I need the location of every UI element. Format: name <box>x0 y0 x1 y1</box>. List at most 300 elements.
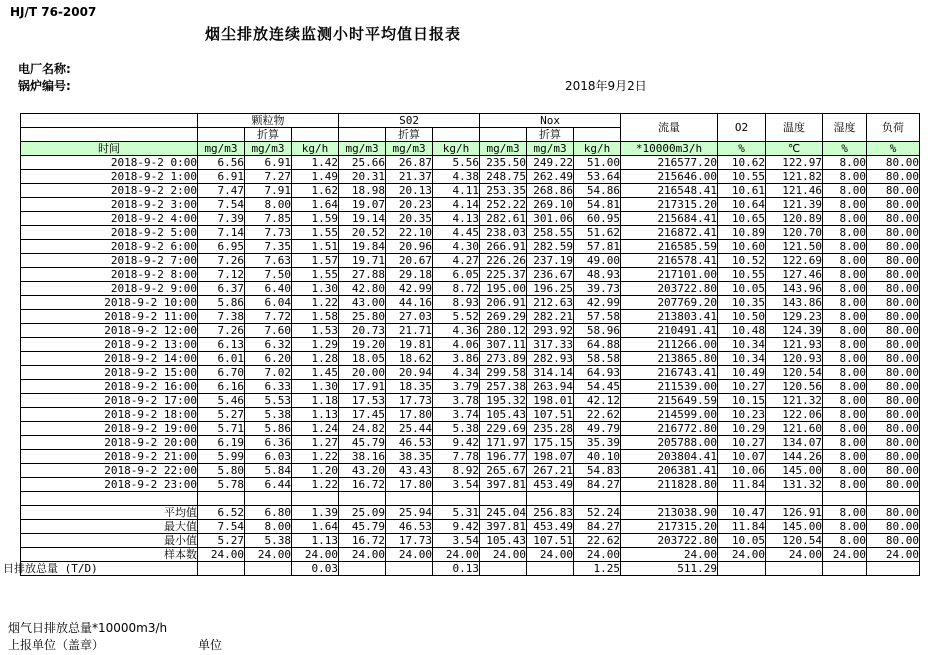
value-cell: 397.81 <box>480 520 527 534</box>
value-cell <box>198 562 245 576</box>
value-cell: 10.60 <box>718 240 766 254</box>
value-cell: 27.88 <box>339 268 386 282</box>
table-row <box>21 170 920 184</box>
value-cell: 80.00 <box>867 478 920 492</box>
value-cell: 24.00 <box>527 548 574 562</box>
value-cell: 397.81 <box>480 478 527 492</box>
unit-nox-conv: mg/m3 <box>527 142 574 156</box>
value-cell: 8.00 <box>823 394 867 408</box>
unit-flow: *10000m3/h <box>621 142 718 156</box>
value-cell <box>480 562 527 576</box>
value-cell: 25.66 <box>339 156 386 170</box>
value-cell: 105.43 <box>480 408 527 422</box>
sub-converted-nox: 折算 <box>527 128 574 142</box>
value-cell: 7.54 <box>198 198 245 212</box>
value-cell: 80.00 <box>867 184 920 198</box>
value-cell: 256.83 <box>527 506 574 520</box>
value-cell: 1.20 <box>292 464 339 478</box>
flue-gas-daily-total-label: 烟气日排放总量*10000m3/h <box>8 621 168 635</box>
value-cell: 80.00 <box>867 394 920 408</box>
value-cell: 8.00 <box>823 408 867 422</box>
value-cell: 8.00 <box>823 338 867 352</box>
value-cell: 1.29 <box>292 338 339 352</box>
value-cell: 252.22 <box>480 198 527 212</box>
value-cell: 58.58 <box>574 352 621 366</box>
value-cell: 10.64 <box>718 198 766 212</box>
value-cell: 8.00 <box>823 464 867 478</box>
value-cell: 7.63 <box>245 254 292 268</box>
value-cell: 129.23 <box>766 310 823 324</box>
unit-temperature: ℃ <box>766 142 823 156</box>
value-cell: 54.45 <box>574 380 621 394</box>
value-cell: 10.62 <box>718 156 766 170</box>
value-cell: 24.00 <box>245 548 292 562</box>
value-cell: 9.42 <box>433 436 480 450</box>
value-cell: 17.91 <box>339 380 386 394</box>
value-cell: 1.55 <box>292 226 339 240</box>
value-cell: 217315.20 <box>621 198 718 212</box>
value-cell: 211828.80 <box>621 478 718 492</box>
summary-row-label: 最小值 <box>21 534 198 548</box>
table-row <box>21 478 920 492</box>
table-row-label: 2018-9-2 3:00 <box>21 198 198 212</box>
value-cell: 10.05 <box>718 534 766 548</box>
value-cell: 3.54 <box>433 534 480 548</box>
value-cell: 10.35 <box>718 296 766 310</box>
value-cell: 5.84 <box>245 464 292 478</box>
value-cell: 6.80 <box>245 506 292 520</box>
value-cell: 1.30 <box>292 282 339 296</box>
value-cell: 48.93 <box>574 268 621 282</box>
value-cell: 4.13 <box>433 212 480 226</box>
unit-humidity: % <box>823 142 867 156</box>
value-cell: 307.11 <box>480 338 527 352</box>
value-cell: 49.00 <box>574 254 621 268</box>
value-cell: 80.00 <box>867 156 920 170</box>
value-cell: 57.58 <box>574 310 621 324</box>
table-row-label: 2018-9-2 11:00 <box>21 310 198 324</box>
value-cell: 10.52 <box>718 254 766 268</box>
value-cell: 203804.41 <box>621 450 718 464</box>
value-cell: 216772.80 <box>621 422 718 436</box>
value-cell: 262.49 <box>527 170 574 184</box>
summary-row <box>21 534 920 548</box>
summary-row <box>21 506 920 520</box>
value-cell: 20.13 <box>386 184 433 198</box>
table-row <box>21 198 920 212</box>
table-row <box>21 296 920 310</box>
value-cell: 10.27 <box>718 436 766 450</box>
value-cell: 8.00 <box>823 450 867 464</box>
value-cell: 8.00 <box>823 184 867 198</box>
value-cell: 18.98 <box>339 184 386 198</box>
table-row-label: 2018-9-2 13:00 <box>21 338 198 352</box>
value-cell: 40.10 <box>574 450 621 464</box>
value-cell <box>527 562 574 576</box>
value-cell: 20.52 <box>339 226 386 240</box>
value-cell: 4.45 <box>433 226 480 240</box>
value-cell: 107.51 <box>527 408 574 422</box>
value-cell: 1.39 <box>292 506 339 520</box>
unit-pm-raw: mg/m3 <box>198 142 245 156</box>
value-cell: 5.56 <box>433 156 480 170</box>
value-cell: 6.44 <box>245 478 292 492</box>
value-cell: 24.00 <box>386 548 433 562</box>
unit-so2-rate: kg/h <box>433 142 480 156</box>
report-table <box>3 113 920 576</box>
value-cell: 8.00 <box>823 324 867 338</box>
value-cell: 211266.00 <box>621 338 718 352</box>
table-row-label: 2018-9-2 1:00 <box>21 170 198 184</box>
value-cell: 4.27 <box>433 254 480 268</box>
value-cell: 42.12 <box>574 394 621 408</box>
value-cell: 10.27 <box>718 380 766 394</box>
value-cell: 210491.41 <box>621 324 718 338</box>
value-cell: 16.72 <box>339 478 386 492</box>
value-cell: 6.40 <box>245 282 292 296</box>
value-cell: 29.18 <box>386 268 433 282</box>
value-cell: 120.54 <box>766 534 823 548</box>
value-cell: 6.91 <box>198 170 245 184</box>
value-cell: 24.00 <box>766 548 823 562</box>
value-cell: 3.79 <box>433 380 480 394</box>
value-cell: 216743.41 <box>621 366 718 380</box>
sub-converted-pm: 折算 <box>245 128 292 142</box>
value-cell: 235.50 <box>480 156 527 170</box>
value-cell: 5.71 <box>198 422 245 436</box>
value-cell: 10.55 <box>718 268 766 282</box>
value-cell: 1.13 <box>292 534 339 548</box>
value-cell: 8.00 <box>823 268 867 282</box>
table-row-label: 2018-9-2 21:00 <box>21 450 198 464</box>
value-cell: 1.53 <box>292 324 339 338</box>
value-cell: 198.01 <box>527 394 574 408</box>
value-cell: 19.71 <box>339 254 386 268</box>
plant-name-label: 电厂名称: <box>18 62 71 76</box>
value-cell: 6.52 <box>198 506 245 520</box>
value-cell: 53.64 <box>574 170 621 184</box>
value-cell: 45.79 <box>339 436 386 450</box>
value-cell: 58.96 <box>574 324 621 338</box>
value-cell: 121.39 <box>766 198 823 212</box>
value-cell: 258.55 <box>527 226 574 240</box>
value-cell: 8.00 <box>823 254 867 268</box>
value-cell: 126.91 <box>766 506 823 520</box>
value-cell: 80.00 <box>867 226 920 240</box>
col-group-nox: Nox <box>480 114 621 128</box>
value-cell: 8.72 <box>433 282 480 296</box>
value-cell: 6.91 <box>245 156 292 170</box>
value-cell: 196.77 <box>480 450 527 464</box>
value-cell: 237.19 <box>527 254 574 268</box>
value-cell: 122.69 <box>766 254 823 268</box>
value-cell: 4.30 <box>433 240 480 254</box>
value-cell: 80.00 <box>867 436 920 450</box>
value-cell: 215684.41 <box>621 212 718 226</box>
value-cell: 245.04 <box>480 506 527 520</box>
doc-code: HJ/T 76-2007 <box>10 5 97 19</box>
value-cell: 8.00 <box>823 282 867 296</box>
value-cell: 1.59 <box>292 212 339 226</box>
value-cell: 216548.41 <box>621 184 718 198</box>
value-cell: 42.99 <box>386 282 433 296</box>
table-row <box>21 254 920 268</box>
table-row-label: 2018-9-2 19:00 <box>21 422 198 436</box>
value-cell: 299.58 <box>480 366 527 380</box>
value-cell <box>766 562 823 576</box>
value-cell: 5.78 <box>198 478 245 492</box>
value-cell: 1.22 <box>292 450 339 464</box>
value-cell: 19.81 <box>386 338 433 352</box>
value-cell: 7.12 <box>198 268 245 282</box>
table-row-label: 2018-9-2 22:00 <box>21 464 198 478</box>
value-cell: 54.86 <box>574 184 621 198</box>
value-cell: 80.00 <box>867 282 920 296</box>
value-cell: 10.23 <box>718 408 766 422</box>
value-cell: 8.92 <box>433 464 480 478</box>
value-cell <box>867 562 920 576</box>
value-cell: 1.51 <box>292 240 339 254</box>
value-cell: 8.00 <box>823 170 867 184</box>
value-cell: 80.00 <box>867 464 920 478</box>
value-cell: 6.20 <box>245 352 292 366</box>
value-cell: 203722.80 <box>621 534 718 548</box>
value-cell <box>339 562 386 576</box>
value-cell: 17.73 <box>386 394 433 408</box>
value-cell: 1.62 <box>292 184 339 198</box>
value-cell: 80.00 <box>867 254 920 268</box>
value-cell: 5.80 <box>198 464 245 478</box>
value-cell: 205788.00 <box>621 436 718 450</box>
value-cell: 10.61 <box>718 184 766 198</box>
value-cell: 9.42 <box>433 520 480 534</box>
boiler-no-label: 锅炉编号: <box>18 79 71 93</box>
value-cell: 120.93 <box>766 352 823 366</box>
value-cell: 17.73 <box>386 534 433 548</box>
value-cell: 122.97 <box>766 156 823 170</box>
table-row <box>21 352 920 366</box>
value-cell: 282.93 <box>527 352 574 366</box>
table-row-label: 2018-9-2 15:00 <box>21 366 198 380</box>
value-cell: 24.00 <box>621 548 718 562</box>
value-cell: 282.21 <box>527 310 574 324</box>
value-cell: 282.59 <box>527 240 574 254</box>
value-cell: 215646.00 <box>621 170 718 184</box>
value-cell: 27.03 <box>386 310 433 324</box>
value-cell: 1.25 <box>574 562 621 576</box>
table-row-label: 2018-9-2 8:00 <box>21 268 198 282</box>
value-cell: 207769.20 <box>621 296 718 310</box>
value-cell: 1.57 <box>292 254 339 268</box>
table-row <box>21 366 920 380</box>
summary-row-label: 样本数 <box>21 548 198 562</box>
value-cell: 120.56 <box>766 380 823 394</box>
value-cell: 80.00 <box>867 366 920 380</box>
value-cell: 42.80 <box>339 282 386 296</box>
value-cell: 80.00 <box>867 310 920 324</box>
value-cell: 120.70 <box>766 226 823 240</box>
value-cell: 6.16 <box>198 380 245 394</box>
value-cell: 1.13 <box>292 408 339 422</box>
value-cell: 24.00 <box>433 548 480 562</box>
reporting-unit-label: 上报单位（盖章） <box>8 638 105 652</box>
value-cell: 80.00 <box>867 422 920 436</box>
value-cell: 8.00 <box>245 198 292 212</box>
value-cell: 80.00 <box>867 380 920 394</box>
value-cell: 80.00 <box>867 240 920 254</box>
table-row <box>21 408 920 422</box>
col-load: 负荷 <box>867 114 920 142</box>
value-cell: 7.38 <box>198 310 245 324</box>
value-cell: 8.00 <box>823 478 867 492</box>
value-cell: 7.14 <box>198 226 245 240</box>
value-cell: 3.54 <box>433 478 480 492</box>
value-cell: 54.81 <box>574 198 621 212</box>
value-cell: 1.55 <box>292 268 339 282</box>
value-cell: 6.37 <box>198 282 245 296</box>
value-cell: 17.45 <box>339 408 386 422</box>
value-cell: 8.00 <box>823 156 867 170</box>
value-cell: 175.15 <box>527 436 574 450</box>
value-cell: 3.74 <box>433 408 480 422</box>
value-cell: 80.00 <box>867 506 920 520</box>
value-cell: 46.53 <box>386 436 433 450</box>
value-cell: 5.27 <box>198 534 245 548</box>
value-cell: 10.06 <box>718 464 766 478</box>
value-cell: 51.00 <box>574 156 621 170</box>
value-cell: 7.39 <box>198 212 245 226</box>
value-cell: 6.04 <box>245 296 292 310</box>
value-cell: 24.00 <box>718 548 766 562</box>
header-unit-row <box>21 142 920 156</box>
value-cell: 263.94 <box>527 380 574 394</box>
time-header-blank <box>21 114 198 128</box>
value-cell: 8.00 <box>823 422 867 436</box>
value-cell: 7.60 <box>245 324 292 338</box>
table-row-label: 2018-9-2 2:00 <box>21 184 198 198</box>
value-cell: 257.38 <box>480 380 527 394</box>
value-cell: 511.29 <box>621 562 718 576</box>
value-cell: 38.16 <box>339 450 386 464</box>
table-row <box>21 226 920 240</box>
value-cell: 18.05 <box>339 352 386 366</box>
value-cell: 5.86 <box>245 422 292 436</box>
table-row <box>21 212 920 226</box>
value-cell: 44.16 <box>386 296 433 310</box>
value-cell: 21.37 <box>386 170 433 184</box>
value-cell: 4.06 <box>433 338 480 352</box>
value-cell: 213865.80 <box>621 352 718 366</box>
value-cell: 4.36 <box>433 324 480 338</box>
value-cell: 18.35 <box>386 380 433 394</box>
value-cell: 269.10 <box>527 198 574 212</box>
value-cell: 6.32 <box>245 338 292 352</box>
value-cell: 49.79 <box>574 422 621 436</box>
value-cell: 10.49 <box>718 366 766 380</box>
value-cell: 20.00 <box>339 366 386 380</box>
value-cell: 19.20 <box>339 338 386 352</box>
value-cell: 216872.41 <box>621 226 718 240</box>
value-cell: 4.14 <box>433 198 480 212</box>
value-cell: 10.47 <box>718 506 766 520</box>
value-cell: 46.53 <box>386 520 433 534</box>
value-cell: 80.00 <box>867 338 920 352</box>
value-cell: 10.29 <box>718 422 766 436</box>
value-cell: 121.32 <box>766 394 823 408</box>
value-cell: 16.72 <box>339 534 386 548</box>
value-cell: 24.00 <box>339 548 386 562</box>
summary-row <box>21 562 920 576</box>
table-row <box>21 184 920 198</box>
value-cell: 80.00 <box>867 212 920 226</box>
value-cell: 52.24 <box>574 506 621 520</box>
value-cell: 1.18 <box>292 394 339 408</box>
value-cell: 19.07 <box>339 198 386 212</box>
value-cell: 121.46 <box>766 184 823 198</box>
value-cell: 226.26 <box>480 254 527 268</box>
table-row <box>21 450 920 464</box>
value-cell: 20.35 <box>386 212 433 226</box>
value-cell: 6.13 <box>198 338 245 352</box>
value-cell: 80.00 <box>867 408 920 422</box>
unit-pm-rate: kg/h <box>292 142 339 156</box>
header-group-row <box>21 114 920 128</box>
value-cell: 8.00 <box>823 520 867 534</box>
value-cell: 25.09 <box>339 506 386 520</box>
col-group-so2: S02 <box>339 114 480 128</box>
unit-pm-conv: mg/m3 <box>245 142 292 156</box>
value-cell: 216578.41 <box>621 254 718 268</box>
value-cell: 10.89 <box>718 226 766 240</box>
page-title: 烟尘排放连续监测小时平均值日报表 <box>205 25 462 43</box>
value-cell: 266.91 <box>480 240 527 254</box>
col-humidity: 湿度 <box>823 114 867 142</box>
table-row <box>21 338 920 352</box>
value-cell: 1.22 <box>292 478 339 492</box>
value-cell: 301.06 <box>527 212 574 226</box>
value-cell: 8.00 <box>245 520 292 534</box>
value-cell: 7.54 <box>198 520 245 534</box>
value-cell <box>245 562 292 576</box>
value-cell: 206.91 <box>480 296 527 310</box>
value-cell: 314.14 <box>527 366 574 380</box>
value-cell: 195.32 <box>480 394 527 408</box>
table-row <box>21 282 920 296</box>
table-row-label: 2018-9-2 4:00 <box>21 212 198 226</box>
value-cell: 120.89 <box>766 212 823 226</box>
value-cell: 80.00 <box>867 198 920 212</box>
value-cell: 5.27 <box>198 408 245 422</box>
value-cell: 19.84 <box>339 240 386 254</box>
value-cell: 24.00 <box>574 548 621 562</box>
value-cell: 5.31 <box>433 506 480 520</box>
value-cell: 121.50 <box>766 240 823 254</box>
value-cell: 0.03 <box>292 562 339 576</box>
value-cell: 60.95 <box>574 212 621 226</box>
table-row-label: 2018-9-2 10:00 <box>21 296 198 310</box>
value-cell: 25.80 <box>339 310 386 324</box>
value-cell: 273.89 <box>480 352 527 366</box>
value-cell: 24.00 <box>198 548 245 562</box>
value-cell: 198.07 <box>527 450 574 464</box>
value-cell <box>823 562 867 576</box>
time-header-blank2 <box>21 128 198 142</box>
value-cell: 6.03 <box>245 450 292 464</box>
value-cell: 22.62 <box>574 534 621 548</box>
value-cell: 8.00 <box>823 240 867 254</box>
value-cell: 229.69 <box>480 422 527 436</box>
value-cell: 121.82 <box>766 170 823 184</box>
